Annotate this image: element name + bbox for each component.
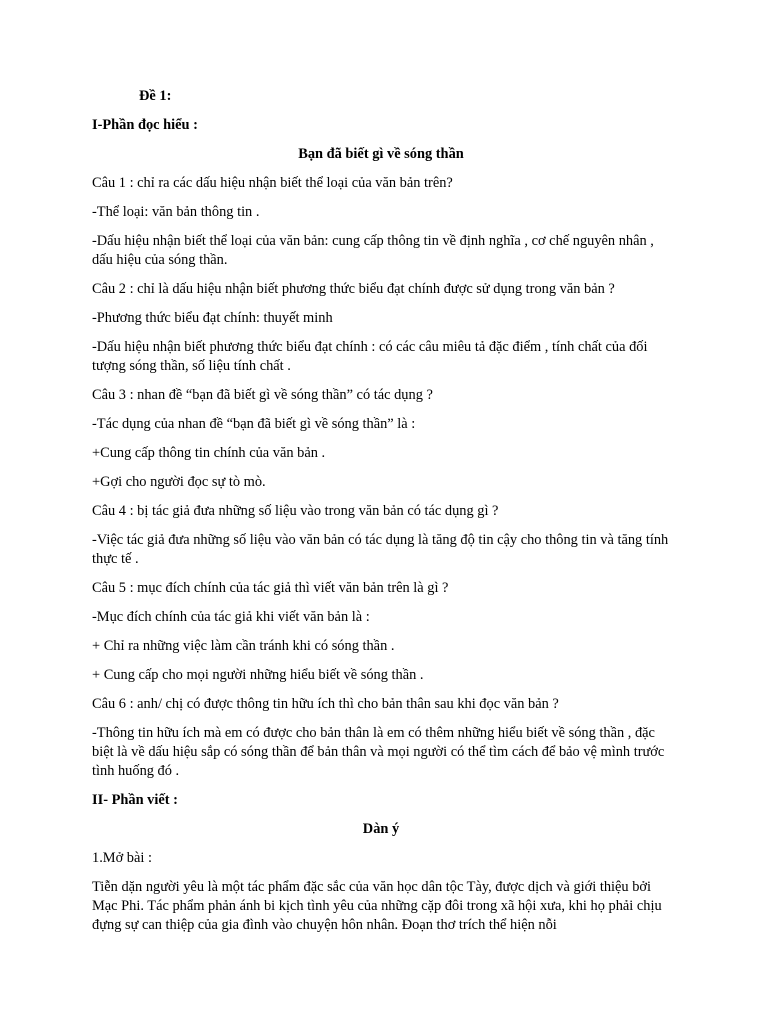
paragraph: -Dấu hiệu nhận biết thể loại của văn bản: cung cấp thông tin về định nghĩa , cơ chế nguyên nhân , dấu hiệu của sóng thần.	[92, 233, 654, 268]
part-one-heading: I-Phần đọc hiểu :	[92, 117, 198, 133]
paragraph: -Thể loại: văn bản thông tin .	[92, 204, 260, 220]
intro-paragraph: Tiễn dặn người yêu là một tác phẩm đặc sắc của văn học dân tộc Tày, được dịch và giới thiệu bởi Mạc Phi. Tác phẩm phản ánh bi kịch tình yêu của những cặp đôi trong xã hội xưa, khi họ phải chịu đựng sự can thiệp của gia đình vào chuyện hôn nhân. Đoạn thơ trích thể hiện nỗi	[92, 879, 662, 933]
paragraph: -Việc tác giả đưa những số liệu vào văn bản có tác dụng là tăng độ tin cậy cho thông tin và tăng tính thực tế .	[92, 532, 669, 567]
intro-label: 1.Mở bài :	[92, 850, 152, 866]
paragraph: +Cung cấp thông tin chính của văn bản .	[92, 445, 326, 461]
paragraph: -Phương thức biểu đạt chính: thuyết minh	[92, 310, 333, 326]
paragraph: -Thông tin hữu ích mà em có được cho bản thân là em có thêm những hiểu biết về sóng thần , đặc biệt là về dấu hiệu sắp có sóng thần để bản thân và mọi người có thể tìm cách để bảo vệ mình trước tình huống đó .	[92, 725, 665, 779]
paragraph: Câu 1 : chỉ ra các dấu hiệu nhận biết thể loại của văn bản trên?	[92, 175, 453, 191]
paragraph: + Chỉ ra những việc làm cần tránh khi có sóng thần .	[92, 638, 395, 654]
outline-title: Dàn ý	[362, 821, 400, 837]
paragraph: + Cung cấp cho mọi người những hiểu biết về sóng thần .	[92, 667, 424, 683]
paragraph: Câu 2 : chỉ là dấu hiệu nhận biết phương thức biểu đạt chính được sử dụng trong văn bản ?	[92, 281, 615, 297]
paragraph: -Dấu hiệu nhận biết phương thức biểu đạt chính : có các câu miêu tả đặc điểm , tính chất của đối tượng sóng thần, số liệu tính chất .	[92, 339, 648, 374]
paragraph: Câu 3 : nhan đề “bạn đã biết gì về sóng thần” có tác dụng ?	[92, 387, 433, 403]
paragraph: -Mục đích chính của tác giả khi viết văn bản là :	[92, 609, 370, 625]
paragraph: +Gợi cho người đọc sự tò mò.	[92, 474, 266, 490]
paragraph: Câu 5 : mục đích chính của tác giả thì viết văn bản trên là gì ?	[92, 580, 449, 596]
document-body	[92, 87, 670, 945]
reading-title: Bạn đã biết gì về sóng thần	[298, 146, 464, 162]
paragraph: Câu 6 : anh/ chị có được thông tin hữu ích thì cho bản thân sau khi đọc văn bản ?	[92, 696, 559, 712]
exam-number-heading: Đề 1:	[139, 88, 172, 104]
part-two-heading: II- Phần viết :	[92, 792, 178, 808]
paragraph: -Tác dụng của nhan đề “bạn đã biết gì về sóng thần” là :	[92, 416, 416, 432]
paragraph: Câu 4 : bị tác giả đưa những số liệu vào trong văn bản có tác dụng gì ?	[92, 503, 499, 519]
